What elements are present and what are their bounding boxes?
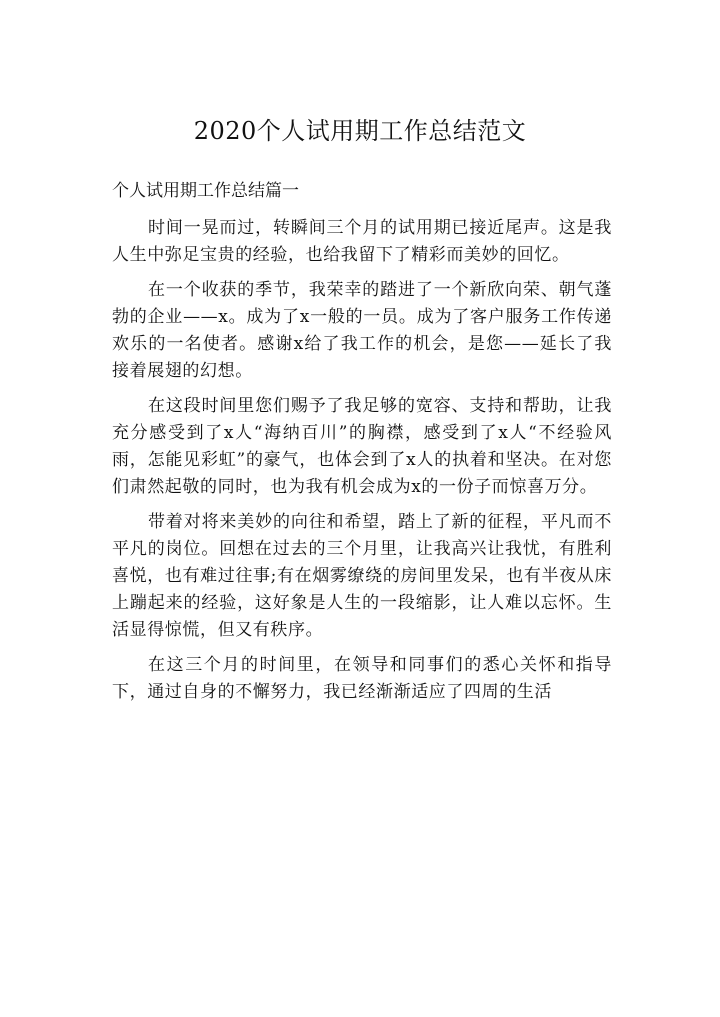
document-title: 2020个人试用期工作总结范文 xyxy=(193,117,527,145)
document-body xyxy=(112,178,612,706)
paragraph-1: 时间一晃而过，转瞬间三个月的试用期已接近尾声。这是我人生中弥足宝贵的经验，也给我留下了精彩而美妙的回忆。 xyxy=(112,218,612,265)
paragraph-4: 带着对将来美妙的向往和希望，踏上了新的征程，平凡而不平凡的岗位。回想在过去的三个月里，让我高兴让我忧，有胜利喜悦，也有难过往事;有在烟雾缭绕的房间里发呆，也有半夜从床上蹦起来的经验，这好象是人生的一段缩影，让人难以忘怀。生活显得惊慌，但又有秩序。 xyxy=(112,512,612,640)
paragraph-3: 在这段时间里您们赐予了我足够的宽容、支持和帮助，让我充分感受到了x人“海纳百川”的胸襟，感受到了x人“不经验风雨，怎能见彩虹”的豪气，也体会到了x人的执着和坚决。在对您们肃然起敬的同时，也为我有机会成为x的一份子而惊喜万分。 xyxy=(112,396,612,497)
paragraph-2: 在一个收获的季节，我荣幸的踏进了一个新欣向荣、朝气蓬勃的企业——x。成为了x一般的一员。成为了客户服务工作传递欢乐的一名使者。感谢x给了我工作的机会，是您——延长了我接着展翅的幻想。 xyxy=(112,280,612,381)
paragraph-5: 在这三个月的时间里，在领导和同事们的悉心关怀和指导下，通过自身的不懈努力，我已经渐渐适应了四周的生活 xyxy=(112,655,612,702)
section-heading: 个人试用期工作总结篇一 xyxy=(112,181,299,201)
